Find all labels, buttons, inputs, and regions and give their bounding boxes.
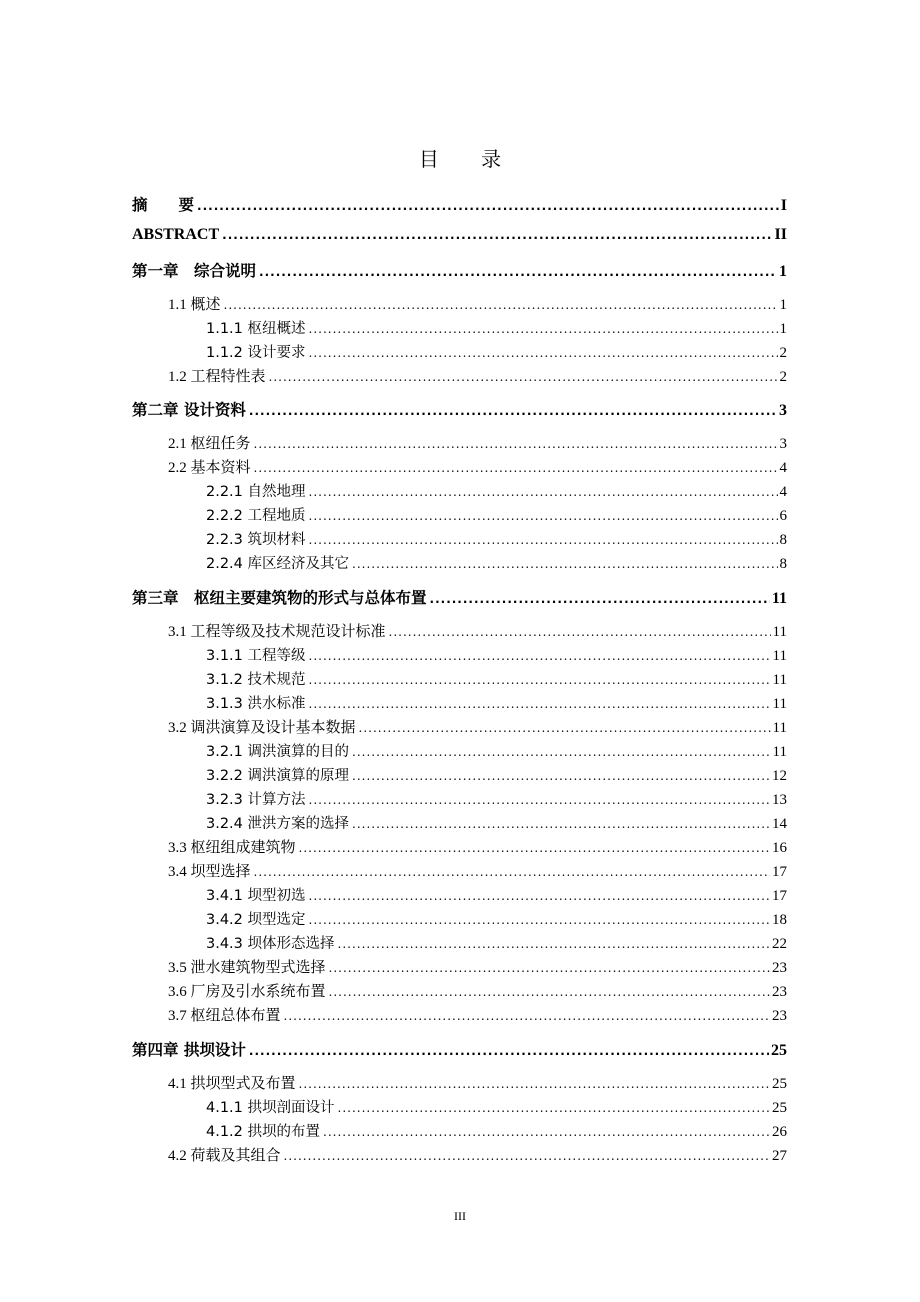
toc-dot-leader [352, 558, 777, 570]
toc-dot-leader [329, 986, 770, 998]
toc-section-3-1-3[interactable] [206, 692, 787, 714]
toc-section-3-7[interactable] [168, 1004, 787, 1026]
toc-entry-label: 4.2 荷载及其组合 [168, 1148, 281, 1164]
toc-entry-page: 11 [772, 720, 787, 736]
toc-entry-label: 3.5 泄水建筑物型式选择 [168, 960, 326, 976]
toc-section-4-2[interactable] [168, 1144, 787, 1166]
toc-dot-leader [254, 462, 778, 474]
toc-dot-leader [284, 1150, 770, 1162]
toc-dot-leader [323, 1126, 770, 1138]
toc-dot-leader [309, 794, 770, 806]
toc-entry-label: 第一章 综合说明 [132, 262, 257, 280]
toc-entry-page: 8 [779, 532, 787, 548]
toc-chapter-abstract[interactable] [132, 226, 787, 248]
toc-entry-page: 2 [779, 369, 787, 385]
toc-entry-page: 3 [779, 402, 787, 419]
toc-dot-leader [309, 890, 770, 902]
toc-chapter-item-32[interactable] [132, 1038, 787, 1060]
toc-entry-page: 25 [772, 1076, 787, 1092]
toc-entry-label: ABSTRACT [132, 226, 220, 243]
toc-entry-page: 16 [772, 840, 787, 856]
toc-entry-page: 25 [772, 1100, 787, 1116]
toc-entry-label: 2.2.4 库区经济及其它 [206, 556, 350, 572]
toc-dot-leader [389, 626, 771, 638]
toc-entry-label: 2.2.3 筑坝材料 [206, 532, 306, 548]
toc-section-3-4-1[interactable] [206, 884, 787, 906]
toc-entry-label: 2.1 枢纽任务 [168, 436, 251, 452]
toc-dot-leader [299, 842, 770, 854]
toc-entry-page: 4 [779, 484, 787, 500]
toc-section-3-1[interactable] [168, 620, 787, 642]
toc-section-4-1[interactable] [168, 1072, 787, 1094]
toc-section-4-1-2[interactable] [206, 1120, 787, 1142]
toc-dot-leader [352, 770, 770, 782]
toc-entry-label: 2.2.2 工程地质 [206, 508, 306, 524]
toc-section-1-1-2[interactable] [206, 341, 787, 363]
toc-entry-label: 1.1 概述 [168, 297, 221, 313]
toc-entry-page: 23 [772, 960, 787, 976]
toc-entry-page: 17 [772, 888, 787, 904]
toc-dot-leader [352, 818, 770, 830]
toc-entry-label: 第三章 枢纽主要建筑物的形式与总体布置 [132, 589, 427, 607]
toc-entry-page: 27 [772, 1148, 787, 1164]
toc-dot-leader [249, 1045, 769, 1057]
toc-dot-leader [430, 593, 770, 605]
toc-entry-label: 2.2 基本资料 [168, 460, 251, 476]
toc-entry-page: 8 [779, 556, 787, 572]
toc-section-2-2[interactable] [168, 456, 787, 478]
toc-entry-label: 3.1.3 洪水标准 [206, 696, 306, 712]
toc-entry-page: 1 [779, 297, 787, 313]
toc-entry-page: 25 [771, 1042, 787, 1059]
toc-entry-page: I [780, 197, 787, 214]
toc-section-3-3[interactable] [168, 836, 787, 858]
toc-entry-label: 4.1 拱坝型式及布置 [168, 1076, 296, 1092]
toc-section-2-2-3[interactable] [206, 528, 787, 550]
toc-entry-label: 3.1.2 技术规范 [206, 672, 306, 688]
toc-entry-page: 1 [779, 263, 787, 280]
toc-entry-page: 22 [772, 936, 787, 952]
toc-entry-page: 3 [779, 436, 787, 452]
toc-entry-page: 11 [772, 624, 787, 640]
toc-entry-label: 3.4.3 坝体形态选择 [206, 936, 335, 952]
toc-entry-label: 摘 要 [132, 196, 195, 214]
toc-entry-label: 3.7 枢纽总体布置 [168, 1008, 281, 1024]
toc-section-3-4[interactable] [168, 860, 787, 882]
toc-dot-leader [329, 962, 770, 974]
toc-entry-label: 4.1.1 拱坝剖面设计 [206, 1100, 335, 1116]
toc-section-3-6[interactable] [168, 980, 787, 1002]
toc-entry-label: 3.2 调洪演算及设计基本数据 [168, 720, 356, 736]
toc-entry-page: 13 [772, 792, 787, 808]
toc-entry-page: 14 [772, 816, 787, 832]
toc-dot-leader [338, 938, 770, 950]
toc-dot-leader [309, 650, 771, 662]
toc-entry-label: 3.2.1 调洪演算的目的 [206, 744, 350, 760]
toc-dot-leader [359, 722, 771, 734]
toc-entry-page: 11 [772, 672, 787, 688]
toc-dot-leader [269, 371, 778, 383]
toc-entry-label: 3.4.2 坝型选定 [206, 912, 306, 928]
toc-dot-leader [352, 746, 771, 758]
toc-section-3-5[interactable] [168, 956, 787, 978]
toc-section-3-2-4[interactable] [206, 812, 787, 834]
toc-section-1-2[interactable] [168, 365, 787, 387]
toc-dot-leader [254, 866, 770, 878]
toc-entry-page: 11 [772, 648, 787, 664]
toc-entry-page: 11 [771, 590, 787, 607]
toc-section-3-1-2[interactable] [206, 668, 787, 690]
page-number-footer: III [454, 1209, 466, 1223]
toc-dot-leader [222, 229, 772, 241]
toc-dot-leader [224, 299, 778, 311]
toc-entry-page: 11 [772, 744, 787, 760]
toc-entry-label: 3.2.3 计算方法 [206, 792, 306, 808]
toc-dot-leader [338, 1102, 770, 1114]
toc-dot-leader [309, 510, 778, 522]
toc-entry-page: 23 [772, 984, 787, 1000]
toc-section-1-1[interactable] [168, 293, 787, 315]
toc-entry-page: 1 [779, 321, 787, 337]
toc-section-2-2-1[interactable] [206, 480, 787, 502]
toc-entry-label: 4.1.2 拱坝的布置 [206, 1124, 321, 1140]
toc-section-1-1-1[interactable] [206, 317, 787, 339]
toc-dot-leader [309, 698, 771, 710]
toc-title: 目 录 [418, 147, 520, 171]
toc-section-3-2-3[interactable] [206, 788, 787, 810]
toc-section-3-4-3[interactable] [206, 932, 787, 954]
toc-entry-label: 第四章 拱坝设计 [132, 1041, 246, 1059]
toc-dot-leader [309, 486, 778, 498]
toc-entry-label: 3.2.4 泄洪方案的选择 [206, 816, 350, 832]
toc-entry-label: 第二章 设计资料 [132, 401, 246, 419]
toc-dot-leader [299, 1078, 770, 1090]
toc-entry-page: 4 [779, 460, 787, 476]
toc-entry-label: 2.2.1 自然地理 [206, 484, 306, 500]
toc-dot-leader [249, 405, 777, 417]
toc-section-4-1-1[interactable] [206, 1096, 787, 1118]
toc-entry-page: II [774, 226, 787, 243]
toc-section-2-1[interactable] [168, 432, 787, 454]
toc-section-3-2-2[interactable] [206, 764, 787, 786]
toc-section-2-2-4[interactable] [206, 552, 787, 574]
toc-dot-leader [309, 534, 778, 546]
toc-entry-page: 11 [772, 696, 787, 712]
toc-chapter-item-7[interactable] [132, 398, 787, 420]
toc-section-3-4-2[interactable] [206, 908, 787, 930]
toc-entry-page: 23 [772, 1008, 787, 1024]
toc-entry-label: 1.1.2 设计要求 [206, 345, 306, 361]
toc-entry-label: 1.1.1 枢纽概述 [206, 321, 306, 337]
toc-entry-page: 26 [772, 1124, 787, 1140]
toc-entry-label: 3.1 工程等级及技术规范设计标准 [168, 624, 386, 640]
toc-entry-page: 6 [779, 508, 787, 524]
toc-entry-label: 3.4 坝型选择 [168, 864, 251, 880]
toc-section-3-1-1[interactable] [206, 644, 787, 666]
toc-entry-label: 3.1.1 工程等级 [206, 648, 306, 664]
toc-entry-label: 1.2 工程特性表 [168, 369, 266, 385]
toc-dot-leader [309, 323, 778, 335]
toc-entry-label: 3.6 厂房及引水系统布置 [168, 984, 326, 1000]
toc-chapter-item-14[interactable] [132, 586, 787, 608]
toc-dot-leader [254, 438, 778, 450]
toc-entry-page: 18 [772, 912, 787, 928]
toc-entry-label: 3.4.1 坝型初选 [206, 888, 306, 904]
toc-dot-leader [309, 674, 771, 686]
toc-chapter-item-0[interactable] [132, 193, 787, 215]
toc-entry-label: 3.3 枢纽组成建筑物 [168, 840, 296, 856]
toc-dot-leader [309, 347, 778, 359]
toc-dot-leader [197, 200, 779, 212]
toc-chapter-item-2[interactable] [132, 259, 787, 281]
toc-dot-leader [309, 914, 770, 926]
toc-entry-page: 17 [772, 864, 787, 880]
toc-section-2-2-2[interactable] [206, 504, 787, 526]
toc-dot-leader [259, 266, 777, 278]
toc-entry-page: 2 [779, 345, 787, 361]
toc-entry-page: 12 [772, 768, 787, 784]
toc-section-3-2[interactable] [168, 716, 787, 738]
toc-dot-leader [284, 1010, 770, 1022]
toc-entry-label: 3.2.2 调洪演算的原理 [206, 768, 350, 784]
toc-section-3-2-1[interactable] [206, 740, 787, 762]
